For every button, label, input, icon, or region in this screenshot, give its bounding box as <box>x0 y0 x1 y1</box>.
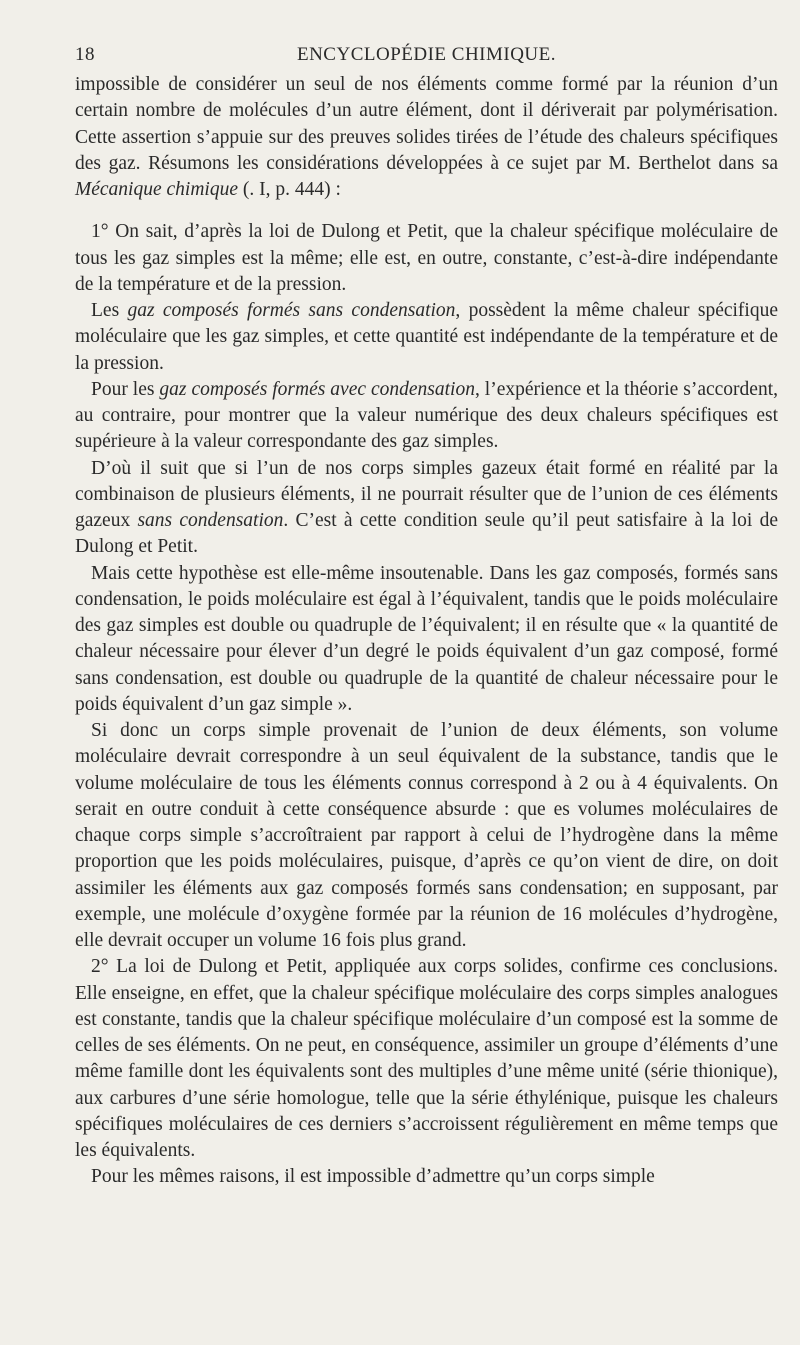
paragraph-sans-condensation <box>75 298 778 377</box>
paragraph-consequence <box>75 456 778 561</box>
book-title-italic: Mécanique chimique <box>75 179 238 200</box>
page-number: 18 <box>75 44 95 65</box>
text-run: Pour les mêmes raisons, il est impossible d’admettre qu’un corps simple <box>91 1166 655 1188</box>
paragraph-avec-condensation <box>75 377 778 456</box>
text-run: , possèdent la même chaleur spécifique moléculaire que les gaz simples, et cette quantité est indépendante de la température et de la pression. <box>75 300 778 374</box>
text-run: Mais cette hypothèse est elle-même insoutenable. Dans les gaz composés, formés sans condensation, le poids moléculaire est égal à l’équivalent, tandis que le poids moléculaire des gaz simples est double ou quadruple de l’équivalent; il en résulte que « la quantité de chaleur nécessaire pour élever d’un degré le poids équivalent d’un gaz composé, formé sans condensation, est double ou quadruple de la quantité de chaleur nécessaire pour le poids équivalent d’un gaz simple ». <box>75 562 778 715</box>
text-run: impossible de considérer un seul de nos éléments comme formé par la réunion d’un certain nombre de molécules d’un autre élément, dont il dériverait par polymérisation. Cette assertion s’appuie sur des preuves solides tirées de l’étude des chaleurs spécifiques des gaz. Résumons les considérations développées à ce sujet par M. Berthelot dans sa <box>75 74 778 174</box>
paragraph-point-1 <box>75 219 778 298</box>
italic-term: gaz composés formés avec condensation <box>159 378 475 400</box>
paragraph-point-2 <box>75 954 778 1164</box>
text-run: . C’est à cette condition seule qu’il peut satisfaire à la loi de Dulong et Petit. <box>75 510 778 558</box>
text-run: Pour les <box>91 378 160 400</box>
paragraph-intro <box>75 72 778 203</box>
text-run: Si donc un corps simple provenait de l’union de deux éléments, son volume moléculaire devrait correspondre à un seul équivalent de la substance, tandis que le volume moléculaire de tous les éléments connus correspond à 2 ou à 4 équivalents. On serait en outre conduit à cette conséquence absurde : que es volumes moléculaires de chaque corps simple s’accroîtraient par rapport à celui de l’hydrogène dans la même proportion que les poids moléculaires, puisque, d’après ce qu’on vient de dire, on doit assimiler les éléments aux gaz composés formés sans condensation; en supposant, par exemple, une molécule d’oxygène formée par la réunion de 16 molécules d’hydrogène, elle devrait occuper un volume 16 fois plus grand. <box>75 720 778 951</box>
text-run: , l’expérience et la théorie s’accordent, au contraire, pour montrer que la valeur numérique des deux chaleurs spécifiques est supérieure à la valeur correspondante des gaz simples. <box>75 378 778 453</box>
paragraph-hypothesis <box>75 561 778 719</box>
text-run: 2° La loi de Dulong et Petit, appliquée aux corps solides, confirme ces conclusions. Elle enseigne, en effet, que la chaleur spécifique moléculaire des corps simples analogues est constante, tandis que la chaleur spécifique moléculaire d’un composé est la somme de celles de ses éléments. On ne peut, en conséquence, assimiler un groupe d’éléments d’une même famille dont les équivalents sont des multiples d’une même unité (série thionique), aux carbures d’une série homologue, telle que la série éthylénique, puisque les chaleurs spécifiques moléculaires de ces derniers s’accroissent régulièrement en même temps que les équivalents. <box>75 956 778 1161</box>
paragraph-final <box>75 1164 778 1190</box>
paragraph-molecular-volume <box>75 718 778 954</box>
text-run: D’où il suit que si l’un de nos corps simples gazeux était formé en réalité par la combinaison de plusieurs éléments, il ne pourrait résulter que de l’union de ces éléments gazeux <box>75 457 778 531</box>
text-run: 1° On sait, d’après la loi de Dulong et Petit, que la chaleur spécifique moléculaire de tous les gaz simples est la même; elle est, en outre, constante, c’est-à-dire indépendante de la température et de la pression. <box>75 221 778 295</box>
running-title: ENCYCLOPÉDIE CHIMIQUE. <box>296 44 557 65</box>
text-run: (. I, p. 444) : <box>237 179 341 200</box>
page-header <box>75 44 778 70</box>
body-text <box>75 72 778 1191</box>
text-run: Les <box>91 300 128 321</box>
italic-term: gaz composés formés sans condensation <box>127 300 456 321</box>
italic-term: sans condensation <box>137 510 284 531</box>
